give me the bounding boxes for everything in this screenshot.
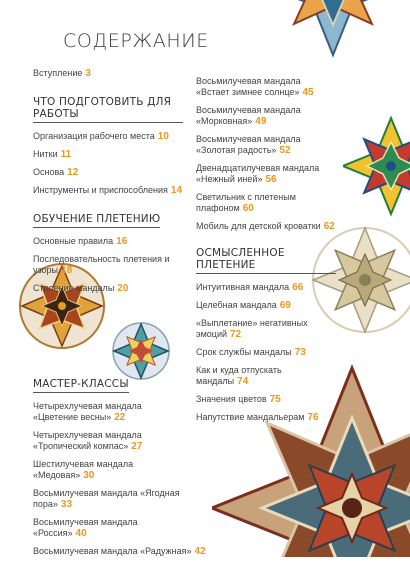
entry-label: Напутствие мандальерам [196,412,305,422]
toc-right-column [196,76,336,430]
entry-label: Светильник с плетеным плафоном [196,192,296,213]
entry-label: Вступление [33,68,83,78]
page-number: 40 [75,528,87,539]
entry-label: Срок службы мандалы [196,347,292,357]
page-number: 18 [61,265,73,276]
page-number: 49 [255,116,267,127]
page-number: 60 [242,203,254,214]
section-heading-masterclasses: МАСТЕР-КЛАССЫ [33,378,129,393]
page-number: 62 [323,221,335,232]
section-heading-prepare: ЧТО ПОДГОТОВИТЬ ДЛЯ РАБОТЫ [33,96,183,123]
entry-label: Двенадцатилучевая мандала «Нежный иней» [196,163,320,184]
page-title: СОДЕРЖАНИЕ [63,30,209,52]
page-number: 30 [83,470,95,481]
page-number: 3 [85,68,91,79]
toc-entry[interactable] [33,131,183,142]
page-number: 27 [131,441,143,452]
toc-entry[interactable] [196,394,336,405]
page-number: 16 [116,236,128,247]
toc-entry-intro[interactable] [33,68,183,79]
entry-label: Инструменты и приспособления [33,185,168,195]
toc-left-column-masterclasses [33,368,206,564]
toc-entry[interactable] [196,105,336,127]
page-number: 14 [170,185,183,196]
toc-entry[interactable] [33,488,183,510]
entry-label: Восьмилучевая мандала «Морковная» [196,105,301,126]
toc-entry[interactable] [33,185,183,196]
entry-label: Нитки [33,149,58,159]
entry-label: Как и куда отпускать мандалы [196,365,282,386]
toc-entry[interactable] [196,365,336,387]
toc-entry[interactable] [33,254,183,276]
section-heading-mindful: ОСМЫСЛЕННОЕ ПЛЕТЕНИЕ [196,247,336,274]
page-number: 52 [279,145,291,156]
page-number: 11 [60,149,72,160]
entry-label: Мобиль для детской кроватки [196,221,321,231]
toc-entry[interactable] [33,236,183,247]
toc-entry[interactable] [33,167,183,178]
toc-entry[interactable] [196,221,356,232]
entry-label: Интуитивная мандала [196,282,290,292]
toc-entry[interactable] [33,517,183,539]
page-number: 72 [230,329,242,340]
page-number: 42 [194,546,206,557]
toc-entry[interactable] [196,412,336,423]
toc-entry[interactable] [33,546,213,557]
entry-label: Восьмилучевая мандала «Встает зимнее солнце» [196,76,301,97]
entry-label: Восьмилучевая мандала «Золотая радость» [196,134,301,155]
toc-entry[interactable] [33,459,183,481]
toc-entry[interactable] [196,76,336,98]
page-number: 73 [294,347,306,358]
toc-entry[interactable] [33,401,183,423]
toc-entry[interactable] [33,283,183,294]
entry-label: Строение мандалы [33,283,115,293]
page-number: 76 [307,412,319,423]
entry-label: Целебная мандала [196,300,277,310]
page-number: 12 [67,167,79,178]
toc-entry[interactable] [196,192,356,214]
page-number: 45 [302,87,314,98]
entry-label: Значения цветов [196,394,267,404]
toc-entry[interactable] [196,282,336,293]
entry-label: Шестилучевая мандала «Медовая» [33,459,134,480]
entry-label: Четырехлучевая мандала «Цветение весны» [33,401,142,422]
toc-entry[interactable] [196,300,336,311]
toc-entry[interactable] [33,149,183,160]
page-number: 22 [114,412,126,423]
entry-label: Восьмилучевая мандала «Россия» [33,517,138,538]
entry-label: Восьмилучевая мандала «Радужная» [33,546,192,556]
entry-label: Основные правила [33,236,114,246]
toc-entry[interactable] [196,318,336,340]
page-number: 75 [269,394,281,405]
page-number: 10 [157,131,169,142]
section-heading-learning: ОБУЧЕНИЕ ПЛЕТЕНИЮ [33,213,160,228]
entry-label: «Выплетание» негативных эмоций [196,318,308,339]
page-number: 20 [117,283,129,294]
page-number: 74 [237,376,249,387]
page-number: 66 [292,282,304,293]
toc-entry[interactable] [33,430,183,452]
entry-label: Основа [33,167,65,177]
page-number: 56 [265,174,277,185]
entry-label: Четырехлучевая мандала «Тропический компас» [33,430,142,451]
toc-entry[interactable] [196,134,336,156]
toc-entry[interactable] [196,347,336,358]
mandala-top-right [255,0,410,70]
entry-label: Последовательность плетения и узоры [33,254,170,275]
toc-left-column [33,68,183,301]
page-number: 33 [60,499,73,510]
toc-entry[interactable] [196,163,336,185]
entry-label: Восьмилучевая мандала «Ягодная пора» [33,488,180,509]
entry-label: Организация рабочего места [33,131,155,141]
page-number: 69 [279,300,291,311]
